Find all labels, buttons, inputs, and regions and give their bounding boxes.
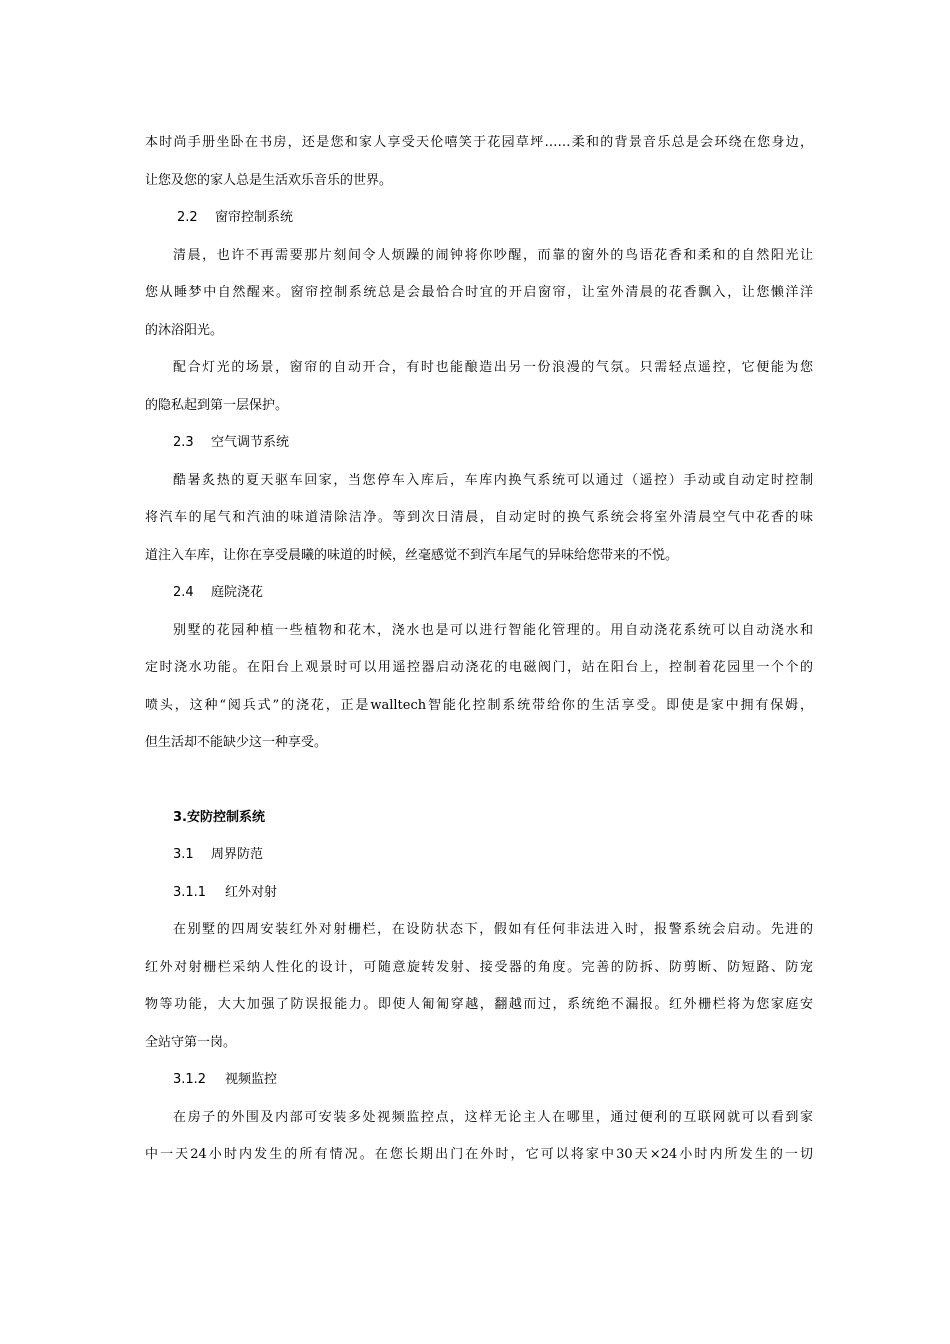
section-heading-2-3 [145, 424, 813, 462]
section-heading-2-4 [145, 574, 813, 612]
section-number: 2.2 [177, 210, 198, 225]
text-line: 在别墅的四周安装红外对射栅栏，在设防状态下，假如有任何非法进入时，报警系统会启动。先进的 [173, 922, 813, 937]
paragraph-2-2-a [145, 237, 813, 350]
section-number: 2.3 [173, 435, 194, 450]
text-line: 红外对射栅栏采纳人性化的设计，可随意旋转发射、接受器的角度。完善的防拆、防剪断、防短路、防宠 [145, 959, 813, 975]
text-line: 让您及您的家人总是生活欢乐音乐的世界。 [145, 172, 393, 188]
paragraph-2-2-b [145, 349, 813, 424]
section-heading-3-1-1 [145, 874, 813, 912]
text-line: 喷头，这种“阅兵式”的浇花，正是walltech智能化控制系统带给你的生活享受。即使是家中拥有保姆， [145, 697, 813, 713]
text-line: 但生活却不能缺少这一种享受。 [145, 735, 328, 750]
text-line: 在房子的外围及内部可安装多处视频监控点，这样无论主人在哪里，通过便利的互联网就可以看到家 [173, 1109, 813, 1125]
section-title: 庭院浇花 [211, 585, 264, 600]
paragraph-2-4 [145, 612, 813, 762]
text-line: 别墅的花园种植一些植物和花木，浇水也是可以进行智能化管理的。用自动浇花系统可以自动浇水和 [173, 622, 813, 638]
text-line: 的沐浴阳光。 [145, 322, 224, 338]
text-line: 中一天24小时内发生的所有情况。在您长期出门在外时，它可以将家中30天×24小时内所发生的一切 [145, 1147, 813, 1162]
text-line: 本时尚手册坐卧在书房，还是您和家人享受天伦嘻笑于花园草坪……柔和的背景音乐总是会环绕在您身边， [145, 135, 813, 150]
section-title: 空气调节系统 [211, 435, 290, 450]
text-line: 全站守第一岗。 [145, 1034, 237, 1050]
paragraph-3-1-1 [145, 911, 813, 1061]
section-number: 3.1.2 [173, 1072, 207, 1087]
text-line: 定时浇水功能。在阳台上观景时可以用遥控器启动浇花的电磁阀门，站在阳台上，控制着花园里一个个的 [145, 660, 813, 675]
paragraph-intro [145, 124, 813, 199]
text-line: 您从睡梦中自然醒来。窗帘控制系统总是会最恰合时宜的开启窗帘，让室外清晨的花香飘入，让您懒洋洋 [145, 285, 813, 300]
section-title: 视频监控 [225, 1072, 278, 1087]
section-number: 2.4 [173, 585, 194, 600]
chapter-title: 3.安防控制系统 [173, 809, 265, 825]
text-line: 酷暑炙热的夏天驱车回家，当您停车入库后，车库内换气系统可以通过（遥控）手动或自动定时控制 [173, 472, 813, 488]
section-title: 红外对射 [225, 884, 278, 900]
section-number: 3.1.1 [173, 884, 207, 900]
section-heading-3-1 [145, 836, 813, 874]
section-number: 3.1 [173, 847, 194, 862]
document-page [145, 124, 813, 1174]
section-heading-2-2 [145, 199, 813, 237]
section-heading-3-1-2 [145, 1061, 813, 1099]
section-title: 窗帘控制系统 [215, 210, 294, 225]
text-line: 配合灯光的场景，窗帘的自动开合，有时也能酿造出另一份浪漫的气氛。只需轻点遥控，它便能为您 [173, 360, 813, 375]
blank-line [145, 762, 813, 799]
text-line: 物等功能，大大加强了防误报能力。即使人匍匍穿越，翻越而过，系统绝不漏报。红外栅栏将为您家庭安 [145, 997, 813, 1012]
paragraph-2-3 [145, 462, 813, 575]
chapter-heading-3 [145, 799, 813, 837]
text-line: 清晨，也许不再需要那片刻间令人烦躁的闹钟将你吵醒，而靠的窗外的鸟语花香和柔和的自然阳光让 [173, 247, 813, 263]
text-line: 道注入车库，让你在享受晨曦的味道的时候，丝毫感觉不到汽车尾气的异味给您带来的不悦。 [145, 547, 679, 563]
text-line: 的隐私起到第一层保护。 [145, 397, 289, 413]
text-line: 将汽车的尾气和汽油的味道清除洁净。等到次日清晨，自动定时的换气系统会将室外清晨空气中花香的味 [145, 510, 813, 525]
section-title: 周界防范 [211, 847, 264, 862]
paragraph-3-1-2 [145, 1099, 813, 1174]
